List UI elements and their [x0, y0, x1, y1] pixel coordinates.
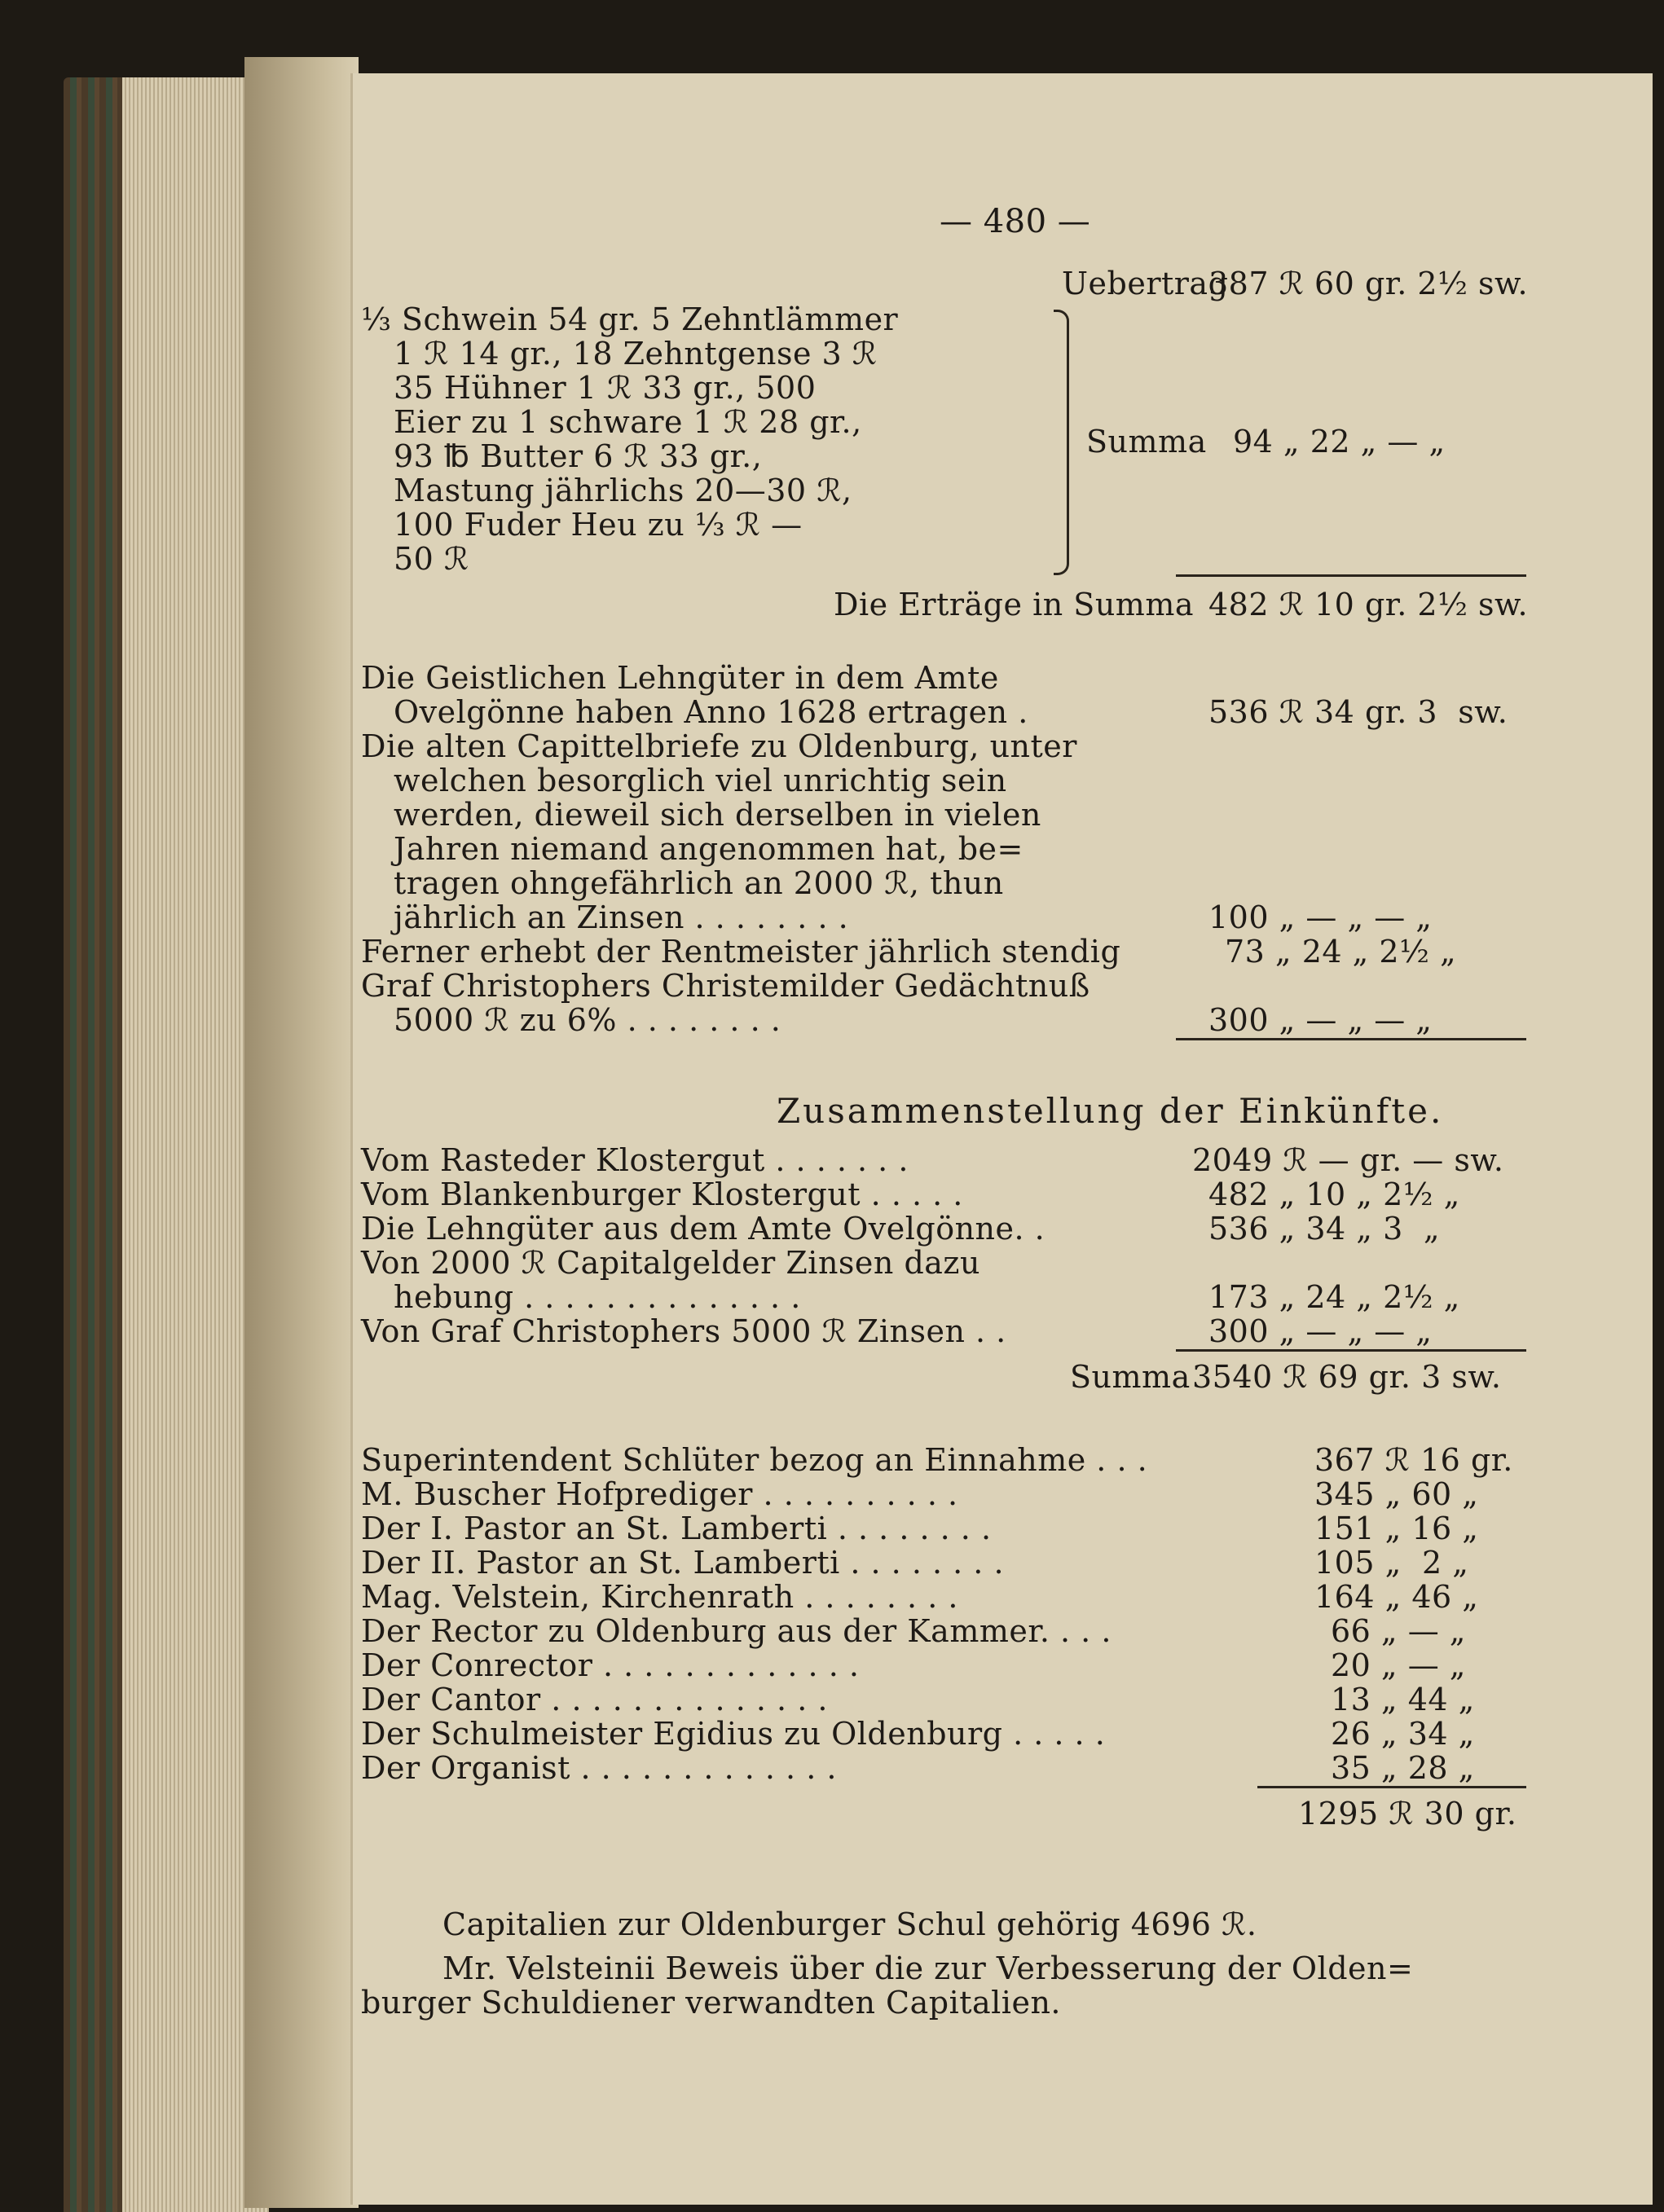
summa-label: Summa	[1070, 1359, 1191, 1395]
top-line: Mastung jährlichs 20—30 ℛ,	[394, 473, 852, 508]
salary-total: 1295 ℛ 30 gr.	[1298, 1796, 1517, 1832]
text-line: werden, dieweil sich derselben in vielen	[394, 797, 1041, 833]
text-line: welchen besorglich viel unrichtig sein	[394, 763, 1007, 798]
text-line: 5000 ℛ zu 6% . . . . . . . .	[394, 1002, 781, 1038]
text-line: Die alten Capittelbriefe zu Oldenburg, unter	[361, 728, 1077, 764]
salary-label: Der I. Pastor an St. Lamberti . . . . . . . .	[361, 1511, 992, 1546]
carry-label: Uebertrag	[1062, 266, 1229, 301]
salary-label: Der Organist . . . . . . . . . . . . .	[361, 1750, 837, 1786]
text-line: Vom Rasteder Klostergut . . . . . . .	[361, 1142, 909, 1178]
sum-rule	[1176, 1038, 1526, 1040]
summa-value: 94 „ 22 „ — „	[1233, 424, 1446, 460]
text-line: Die Geistlichen Lehngüter in dem Amte	[361, 660, 999, 696]
value: 100 „ — „ — „	[1208, 899, 1433, 935]
salary-label: M. Buscher Hofprediger . . . . . . . . . .	[361, 1476, 958, 1512]
top-line: 35 Hühner 1 ℛ 33 gr., 500	[394, 370, 817, 406]
text-line: Von Graf Christophers 5000 ℛ Zinsen . .	[361, 1313, 1006, 1349]
value: 2049 ℛ — gr. — sw.	[1192, 1142, 1504, 1178]
text-line: Ferner erhebt der Rentmeister jährlich stendig	[361, 934, 1121, 970]
top-line: 100 Fuder Heu zu ⅓ ℛ —	[394, 507, 803, 543]
salary-label: Der Conrector . . . . . . . . . . . . .	[361, 1647, 860, 1683]
salary-label: Mag. Velstein, Kirchenrath . . . . . . . .	[361, 1579, 958, 1615]
salary-value: 345 „ 60 „	[1314, 1476, 1479, 1512]
salary-value: 164 „ 46 „	[1314, 1579, 1479, 1615]
summa-label: Summa	[1086, 424, 1207, 460]
salary-label: Der Cantor . . . . . . . . . . . . . .	[361, 1682, 828, 1717]
salary-value: 20 „ — „	[1331, 1647, 1466, 1683]
salary-value: 66 „ — „	[1331, 1613, 1466, 1649]
sum-rule	[1257, 1786, 1526, 1788]
salary-value: 151 „ 16 „	[1314, 1511, 1479, 1546]
value: 536 ℛ 34 gr. 3 sw.	[1208, 694, 1508, 730]
value: 173 „ 24 „ 2½ „	[1208, 1279, 1460, 1315]
text-line: Von 2000 ℛ Capitalgelder Zinsen dazu	[361, 1245, 980, 1281]
top-line: ⅓ Schwein 54 gr. 5 Zehntlämmer	[361, 301, 899, 337]
salary-value: 367 ℛ 16 gr.	[1314, 1442, 1513, 1478]
capital-line: Capitalien zur Oldenburger Schul gehörig 4696 ℛ.	[442, 1906, 1257, 1942]
value: 73 „ 24 „ 2½ „	[1225, 934, 1457, 970]
salary-label: Der Schulmeister Egidius zu Oldenburg . . . . .	[361, 1716, 1106, 1752]
value: 300 „ — „ — „	[1208, 1002, 1433, 1038]
text-line: Graf Christophers Christemilder Gedächtnuß	[361, 968, 1090, 1004]
salary-label: Der Rector zu Oldenburg aus der Kammer. . . .	[361, 1613, 1112, 1649]
salary-value: 105 „ 2 „	[1314, 1545, 1469, 1581]
top-line: Eier zu 1 schware 1 ℛ 28 gr.,	[394, 404, 862, 440]
total-label: Die Erträge in Summa	[834, 587, 1195, 622]
note-line: burger Schuldiener verwandten Capitalien.	[361, 1985, 1062, 2021]
value: 300 „ — „ — „	[1208, 1313, 1433, 1349]
section-heading: Zusammenstellung der Einkünfte.	[777, 1091, 1444, 1131]
text-line: Ovelgönne haben Anno 1628 ertragen .	[394, 694, 1028, 730]
summa-value: 3540 ℛ 69 gr. 3 sw.	[1192, 1359, 1502, 1395]
salary-value: 35 „ 28 „	[1331, 1750, 1475, 1786]
book-page	[350, 73, 1653, 2205]
page-number: — 480 —	[940, 203, 1091, 240]
salary-value: 26 „ 34 „	[1331, 1716, 1475, 1752]
text-line: jährlich an Zinsen . . . . . . . .	[394, 899, 849, 935]
value: 482 „ 10 „ 2½ „	[1208, 1176, 1460, 1212]
text-line: hebung . . . . . . . . . . . . . .	[394, 1279, 801, 1315]
total-value: 482 ℛ 10 gr. 2½ sw.	[1208, 587, 1529, 622]
book-gutter	[244, 57, 359, 2208]
brace	[1054, 310, 1069, 575]
salary-value: 13 „ 44 „	[1331, 1682, 1475, 1717]
salary-label: Superintendent Schlüter bezog an Einnahme . . .	[361, 1442, 1148, 1478]
top-line: 50 ℛ	[394, 541, 469, 577]
top-line: 93 ℔ Butter 6 ℛ 33 gr.,	[394, 438, 763, 474]
salary-label: Der II. Pastor an St. Lamberti . . . . . . . .	[361, 1545, 1005, 1581]
value: 536 „ 34 „ 3 „	[1208, 1211, 1441, 1247]
sum-rule	[1176, 1349, 1526, 1352]
text-line: tragen ohngefährlich an 2000 ℛ, thun	[394, 865, 1004, 901]
text-line: Die Lehngüter aus dem Amte Ovelgönne. .	[361, 1211, 1046, 1247]
carry-value: 387 ℛ 60 gr. 2½ sw.	[1208, 266, 1529, 301]
top-line: 1 ℛ 14 gr., 18 Zehntgense 3 ℛ	[394, 336, 878, 372]
text-line: Vom Blankenburger Klostergut . . . . .	[361, 1176, 963, 1212]
sum-rule	[1176, 574, 1526, 577]
note-line: Mr. Velsteinii Beweis über die zur Verbesserung der Olden=	[442, 1950, 1414, 1986]
text-line: Jahren niemand angenommen hat, be=	[394, 831, 1023, 867]
